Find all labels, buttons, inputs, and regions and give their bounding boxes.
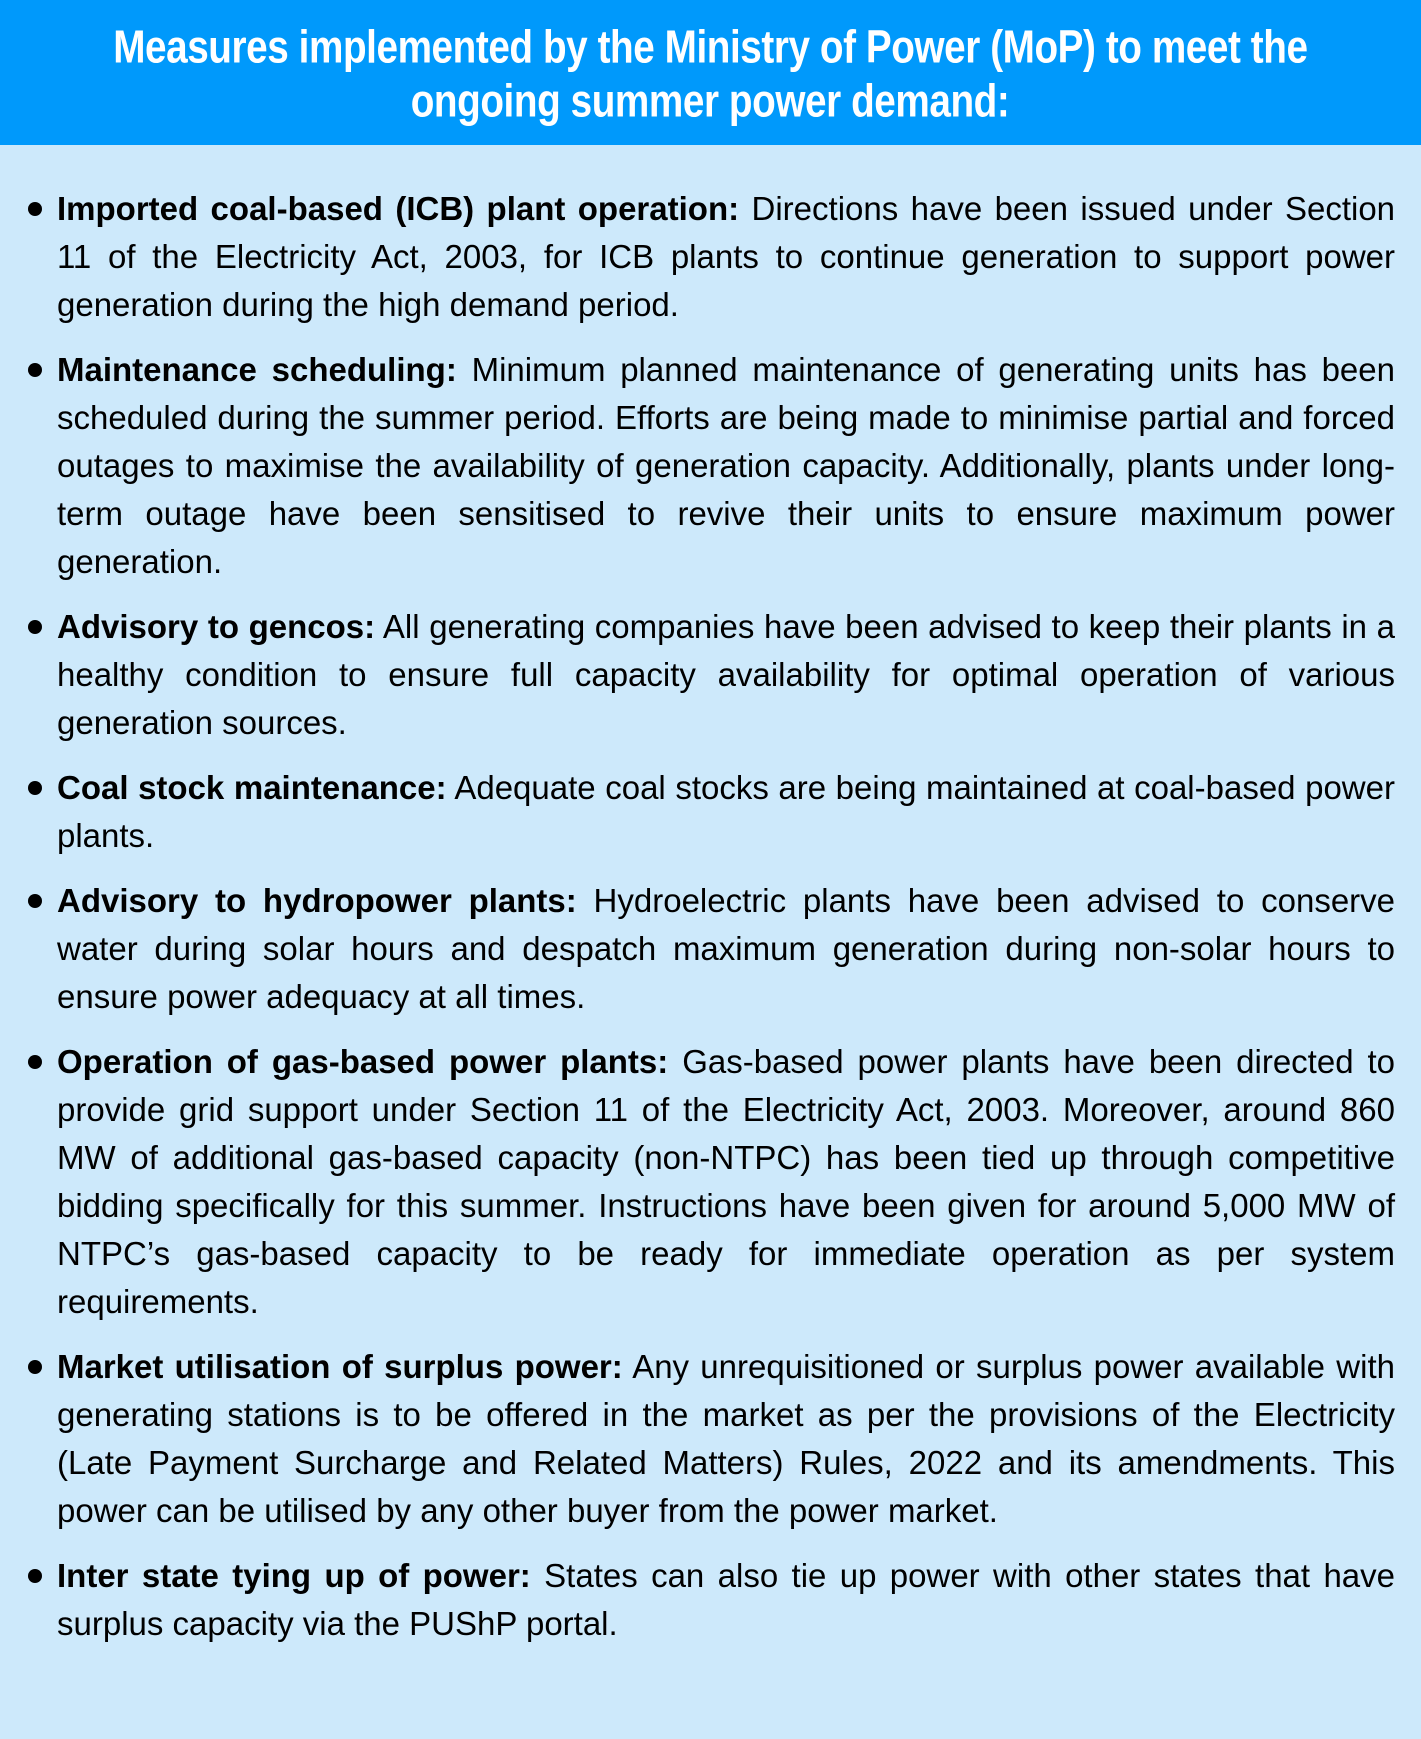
measures-section — [0, 145, 1421, 1648]
measure-text: Any unrequisitioned or surplus power available with generating stations is to be offered in the market as per the provisions of the Electricity (Late Payment Surcharge and Related Matters) Rules, 2022 and its amendments. This power can be utilised by any other buyer from the power market. — [57, 1348, 1395, 1529]
measures-list — [57, 185, 1395, 1648]
measure-text: Adequate coal stocks are being maintained at coal-based power plants. — [57, 769, 1395, 854]
measure-title: Imported coal-based (ICB) plant operation: — [57, 190, 740, 227]
measure-item-gas-based-plants — [57, 1038, 1395, 1326]
measure-text: Hydroelectric plants have been advised to conserve water during solar hours and despatch maximum generation during non-solar hours to ensure power adequacy at all times. — [57, 882, 1396, 1015]
measure-text: States can also tie up power with other states that have surplus capacity via the PUShP portal. — [57, 1557, 1395, 1642]
measure-title: Maintenance scheduling: — [57, 351, 457, 388]
measure-item-inter-state-tie-up — [57, 1552, 1395, 1648]
bullet-icon — [28, 781, 42, 795]
measure-item-icb-plant-operation — [57, 185, 1395, 329]
measure-title: Advisory to gencos: — [57, 608, 376, 645]
measure-text: Directions have been issued under Section 11 of the Electricity Act, 2003, for ICB plants to continue generation to support power generation during the high demand period. — [57, 190, 1396, 323]
measure-item-maintenance-scheduling — [57, 346, 1395, 586]
bullet-icon — [28, 620, 42, 634]
measure-title: Market utilisation of surplus power: — [57, 1348, 623, 1385]
measure-title: Advisory to hydropower plants: — [57, 882, 577, 919]
measure-item-advisory-hydropower — [57, 877, 1395, 1021]
bullet-icon — [28, 202, 42, 216]
measure-title: Operation of gas-based power plants: — [57, 1043, 669, 1080]
measure-text: Gas-based power plants have been directed to provide grid support under Section 11 of the Electricity Act, 2003. Moreover, around 860 MW of additional gas-based capacity (non-NTPC) has been tied up through competitive bidding specifically for this summer. Instructions have been given for around 5,000 MW of NTPC’s gas-based capacity to be ready for immediate operation as per system requirements. — [57, 1043, 1395, 1320]
header-banner — [0, 0, 1421, 145]
bullet-icon — [28, 894, 42, 908]
bullet-icon — [28, 1055, 42, 1069]
measure-title: Coal stock maintenance: — [57, 769, 447, 806]
bullet-icon — [28, 363, 42, 377]
page-title-line-2: ongoing summer power demand: — [411, 73, 1010, 127]
measure-title: Inter state tying up of power: — [57, 1557, 531, 1594]
bullet-icon — [28, 1569, 42, 1583]
page-title-line-1: Measures implemented by the Ministry of Power (MoP) to meet the — [113, 19, 1308, 73]
measure-item-advisory-gencos — [57, 603, 1395, 747]
measure-text: All generating companies have been advised to keep their plants in a healthy condition to ensure full capacity availability for optimal operation of various generation sources. — [57, 608, 1395, 741]
measure-text: Minimum planned maintenance of generating units has been scheduled during the summer period. Efforts are being made to minimise partial and forced outages to maximise the availability of generation capacity. Additionally, plants under long-term outage have been sensitised to revive their units to ensure maximum power generation. — [57, 351, 1395, 580]
measure-item-market-surplus-power — [57, 1343, 1395, 1535]
bullet-icon — [28, 1360, 42, 1374]
measure-item-coal-stock — [57, 764, 1395, 860]
